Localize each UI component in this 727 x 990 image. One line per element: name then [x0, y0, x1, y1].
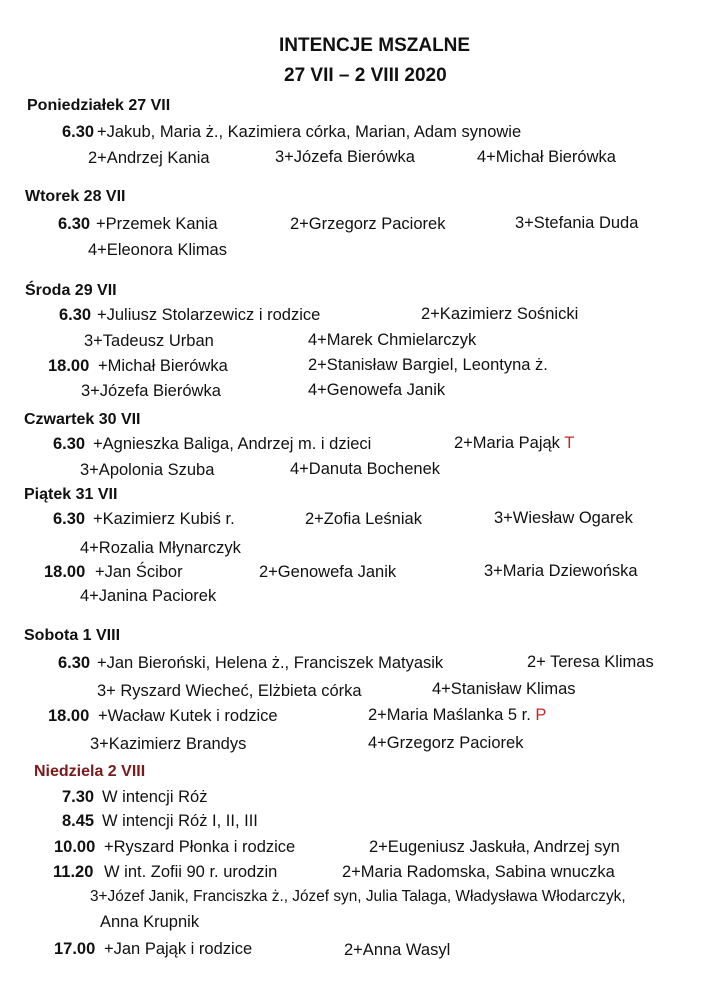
intention: 3+ Ryszard Wiecheć, Elżbieta córka: [97, 682, 362, 700]
intention: +Agnieszka Baliga, Andrzej m. i dzieci: [93, 435, 372, 453]
intention: 3+Józefa Bierówka: [81, 382, 221, 400]
mass-time: 18.00: [48, 357, 90, 375]
intention: Anna Krupnik: [100, 913, 200, 931]
intention: 2+Kazimierz Sośnicki: [421, 305, 579, 323]
page-title: INTENCJE MSZALNE: [279, 35, 471, 56]
intention: [454, 433, 574, 453]
intention: 2+Stanisław Bargiel, Leontyna ż.: [308, 356, 548, 374]
intention: 3+Wiesław Ogarek: [494, 509, 633, 527]
mass-time: 6.30: [58, 215, 91, 233]
day-heading-wednesday: Środa 29 VII: [25, 282, 117, 299]
intention: +Jan Bieroński, Helena ż., Franciszek Matyasik: [97, 654, 444, 672]
intention: 2+Andrzej Kania: [88, 149, 210, 167]
intention: 3+Apolonia Szuba: [80, 461, 215, 479]
mass-time: 18.00: [48, 707, 90, 725]
intention: 4+Eleonora Klimas: [88, 241, 227, 259]
intention: 4+Grzegorz Paciorek: [368, 734, 524, 752]
intention: 2+Maria Radomska, Sabina wnuczka: [342, 863, 615, 881]
intention: +Przemek Kania: [96, 215, 218, 233]
intention: W intencji Róż I, II, III: [102, 812, 258, 830]
intention: 3+Tadeusz Urban: [84, 332, 214, 350]
mass-time: 8.45: [62, 812, 95, 830]
intention: 3+Józef Janik, Franciszka ż., Józef syn, Julia Talaga, Władysława Włodarczyk,: [90, 888, 626, 905]
mass-time: 6.30: [59, 306, 92, 324]
intention: 2+Grzegorz Paciorek: [290, 215, 446, 233]
mass-time: 7.30: [62, 788, 95, 806]
mass-time: 6.30: [62, 123, 95, 141]
day-heading-friday: Piątek 31 VII: [24, 486, 118, 503]
intention: +Wacław Kutek i rodzice: [98, 707, 278, 725]
mass-time: 10.00: [54, 838, 96, 856]
intention: 4+Rozalia Młynarczyk: [80, 539, 241, 557]
date-range: 27 VII – 2 VIII 2020: [284, 65, 447, 86]
intention: 2+Eugeniusz Jaskuła, Andrzej syn: [369, 838, 620, 856]
intention: 3+Stefania Duda: [515, 214, 639, 232]
intention: +Ryszard Płonka i rodzice: [104, 838, 296, 856]
intention: 4+Danuta Bochenek: [290, 460, 440, 478]
intention: [368, 705, 546, 725]
intention: 3+Kazimierz Brandys: [90, 735, 247, 753]
intention: +Jan Ścibor: [95, 563, 183, 581]
intention: 2+ Teresa Klimas: [527, 653, 654, 671]
mass-time: 11.20: [53, 863, 94, 881]
mass-time: 17.00: [54, 940, 96, 958]
intention: W int. Zofii 90 r. urodzin: [104, 863, 278, 881]
day-heading-sunday: Niedziela 2 VIII: [34, 763, 146, 780]
day-heading-monday: Poniedziałek 27 VII: [27, 97, 171, 114]
intention: 4+Marek Chmielarczyk: [308, 331, 477, 349]
day-heading-thursday: Czwartek 30 VII: [24, 411, 141, 428]
day-heading-saturday: Sobota 1 VIII: [24, 627, 121, 644]
intention-mark: T: [564, 434, 575, 452]
intention: 3+Józefa Bierówka: [275, 148, 415, 166]
mass-time: 18.00: [44, 563, 86, 581]
intention: 4+Genowefa Janik: [308, 381, 446, 399]
intention: 2+Zofia Leśniak: [305, 510, 422, 528]
mass-time: 6.30: [53, 510, 86, 528]
intention: +Michał Bierówka: [98, 357, 228, 375]
intention-text: 2+Maria Pająk: [454, 434, 560, 452]
intention: +Kazimierz Kubiś r.: [93, 510, 235, 528]
intention: W intencji Róż: [102, 788, 208, 806]
mass-time: 6.30: [53, 435, 86, 453]
intention: +Jakub, Maria ż., Kazimiera córka, Marian, Adam synowie: [97, 123, 522, 141]
intention-mark: P: [535, 706, 547, 724]
intention-text: 2+Maria Maślanka 5 r.: [368, 706, 531, 724]
intention: +Juliusz Stolarzewicz i rodzice: [97, 306, 321, 324]
intention: 4+Janina Paciorek: [80, 587, 217, 605]
mass-time: 6.30: [58, 654, 91, 672]
intention: 2+Genowefa Janik: [259, 563, 397, 581]
intention: +Jan Pająk i rodzice: [104, 940, 253, 958]
intention: 4+Stanisław Klimas: [432, 680, 576, 698]
intention: 3+Maria Dziewońska: [484, 562, 638, 580]
intention: 4+Michał Bierówka: [477, 148, 616, 166]
day-heading-tuesday: Wtorek 28 VII: [25, 188, 126, 205]
intention: 2+Anna Wasyl: [344, 941, 451, 959]
